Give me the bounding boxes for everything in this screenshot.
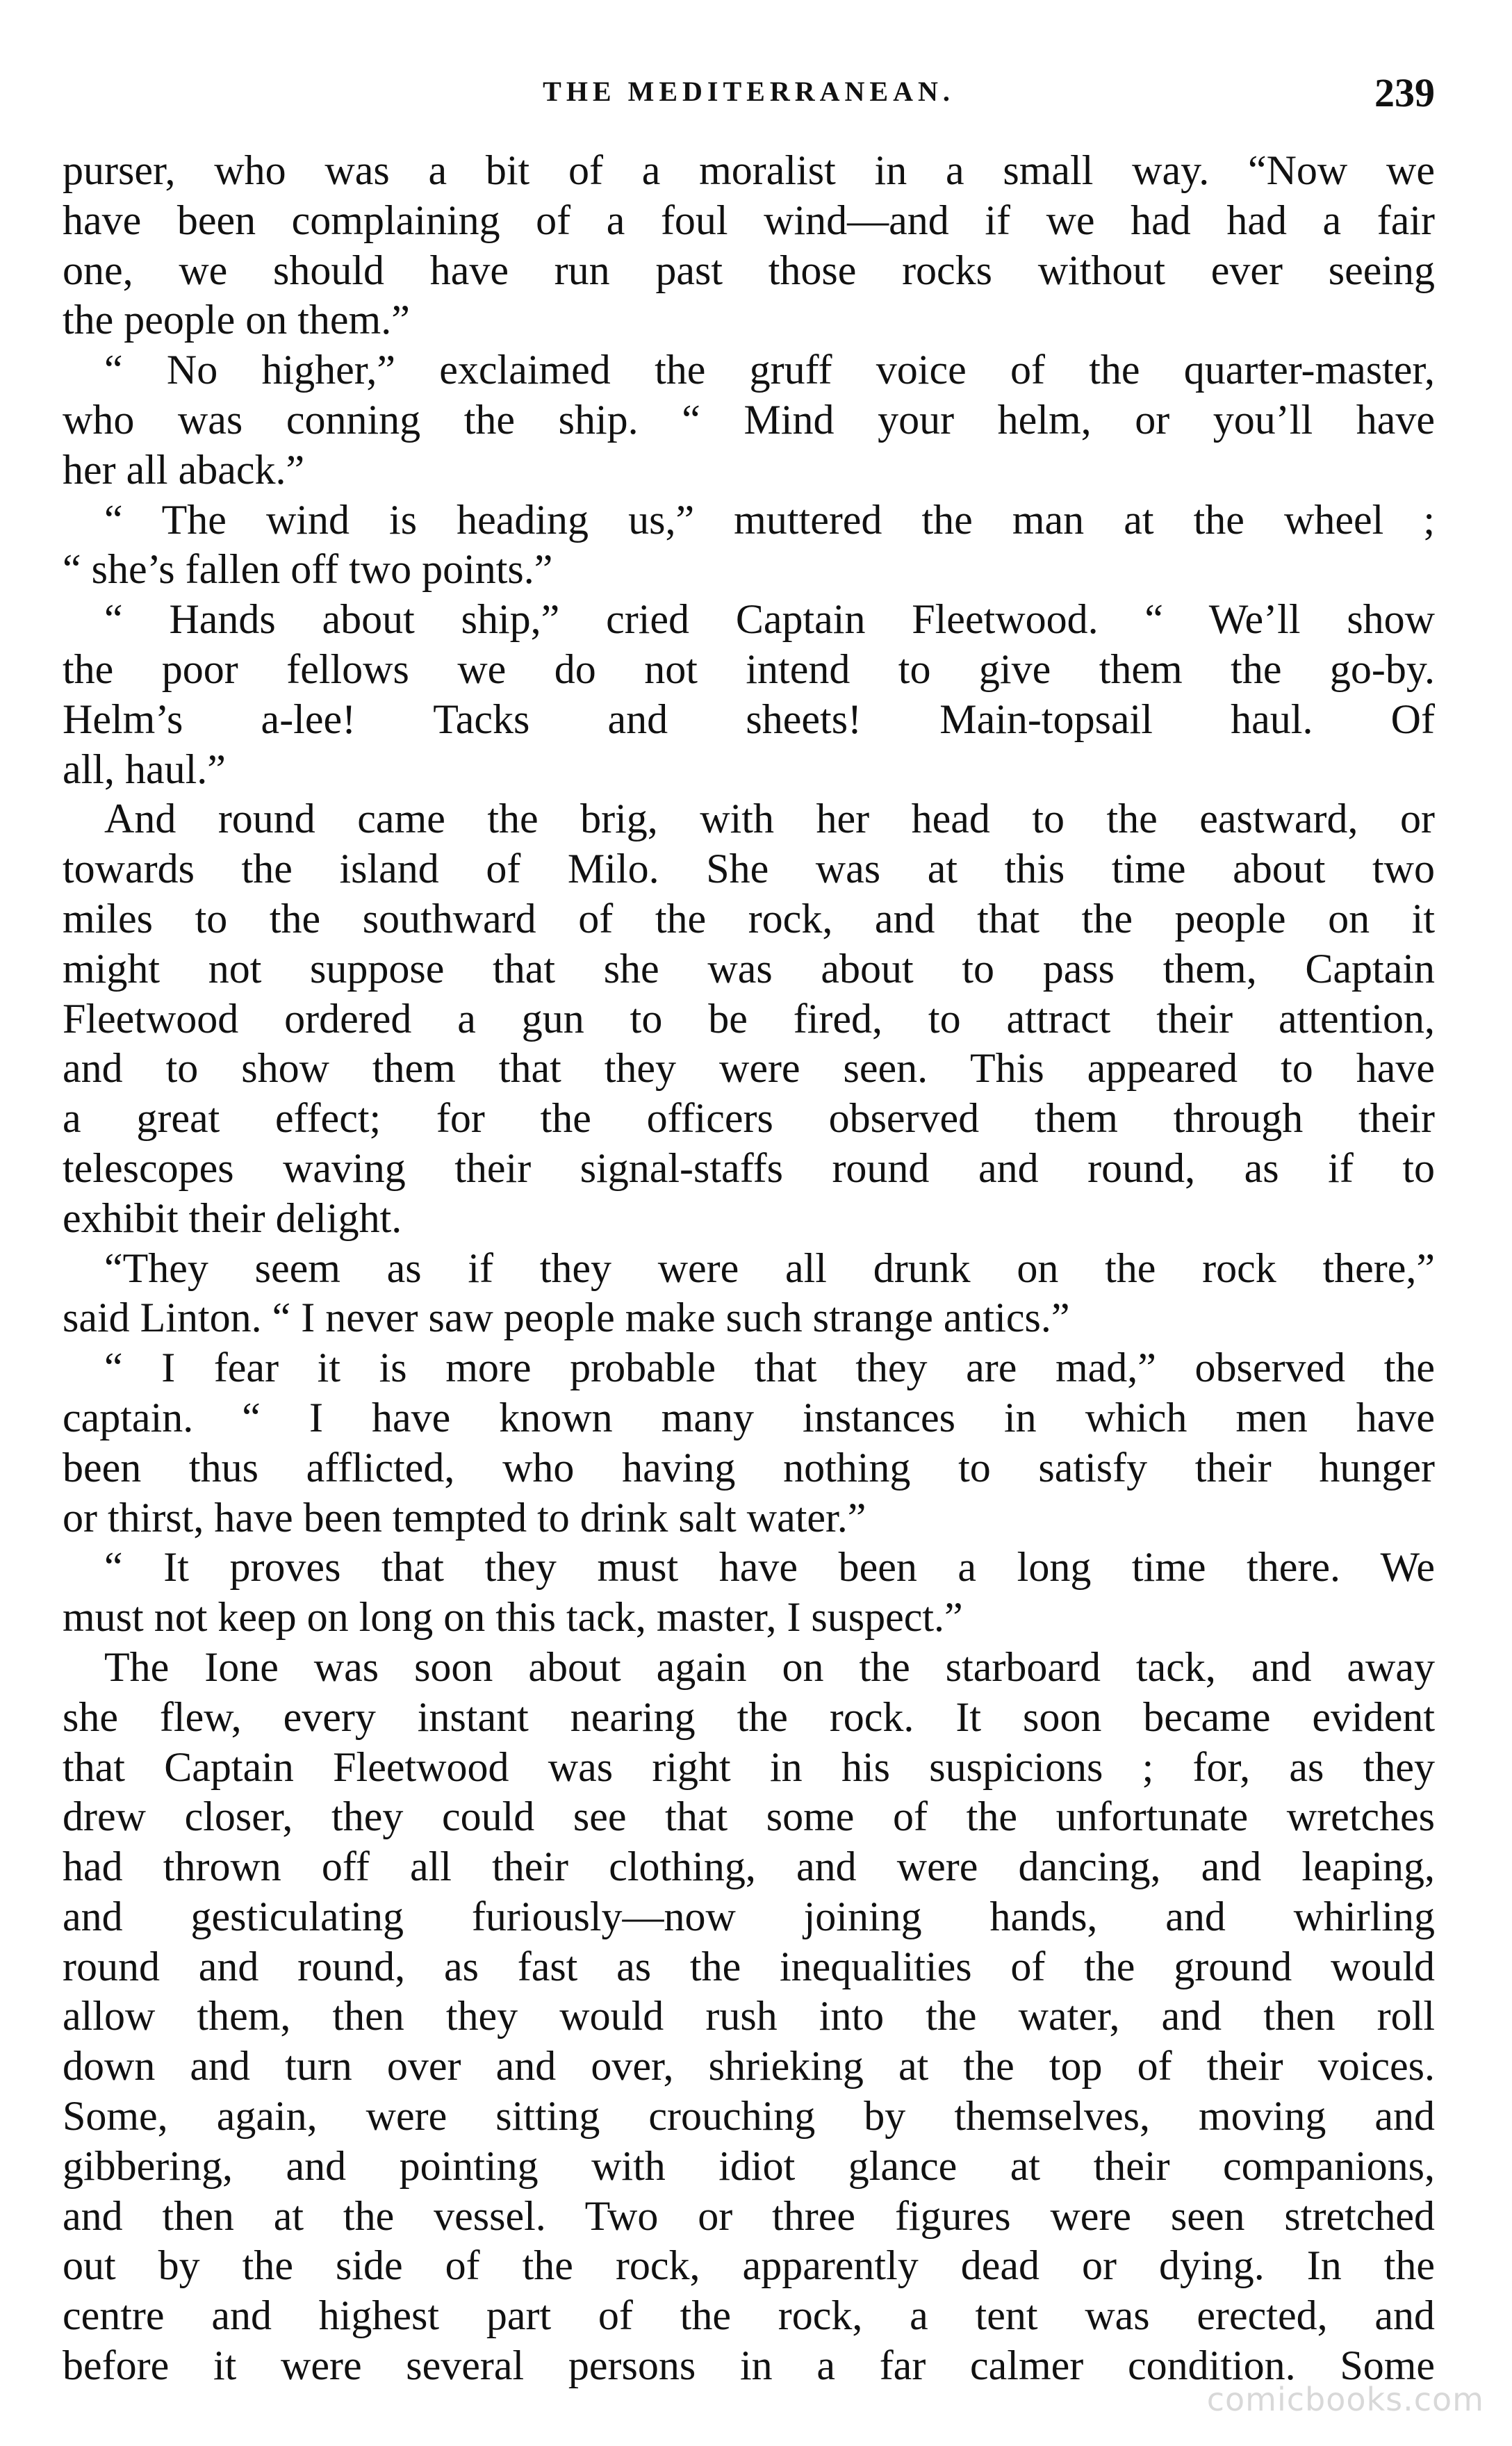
text-line: “ I fear it is more probable that they are mad,” observed the: [104, 1345, 1435, 1391]
text-line: “ No higher,” exclaimed the gruff voice of the quarter-master,: [104, 347, 1435, 393]
text-line: “They seem as if they were all drunk on the rock there,”: [104, 1245, 1435, 1291]
text-line: down and turn over and over, shrieking at the top of their voices.: [63, 2043, 1435, 2090]
text-line: must not keep on long on this tack, master, I suspect.”: [63, 1594, 963, 1641]
text-line: centre and highest part of the rock, a tent was erected, and: [63, 2292, 1435, 2339]
text-line: a great effect; for the officers observed them through their: [63, 1095, 1435, 1142]
text-line: out by the side of the rock, apparently dead or dying. In the: [63, 2242, 1435, 2289]
text-line: might not suppose that she was about to pass them, Captain: [63, 945, 1435, 992]
running-title: THE MEDITERRANEAN.: [543, 76, 955, 107]
text-line: and gesticulating furiously—now joining hands, and whirling: [63, 1893, 1435, 1939]
text-line: “ It proves that they must have been a long time there. We: [104, 1544, 1435, 1591]
text-line: said Linton. “ I never saw people make such strange antics.”: [63, 1295, 1070, 1341]
text-line: the people on them.”: [63, 297, 410, 343]
text-line: The Ione was soon about again on the starboard tack, and away: [104, 1643, 1435, 1690]
text-line: she flew, every instant nearing the rock. It soon became evident: [63, 1693, 1435, 1740]
text-line: or thirst, have been tempted to drink salt water.”: [63, 1494, 866, 1541]
watermark: comicbooks.com: [1206, 2381, 1484, 2418]
text-line: who was conning the ship. “ Mind your helm, or you’ll have: [63, 396, 1435, 443]
text-line: before it were several persons in a far calmer condition. Some: [63, 2342, 1435, 2389]
text-line: her all aback.”: [63, 446, 305, 493]
text-line: that Captain Fleetwood was right in his suspicions ; for, as they: [63, 1743, 1435, 1790]
text-line: and then at the vessel. Two or three figures were seen stretched: [63, 2192, 1435, 2239]
text-line: round and round, as fast as the inequalities of the ground would: [63, 1943, 1435, 1989]
text-line: “ she’s fallen off two points.”: [63, 546, 553, 593]
text-line: towards the island of Milo. She was at this time about two: [63, 846, 1435, 892]
text-line: “ The wind is heading us,” muttered the man at the wheel ;: [104, 496, 1435, 543]
text-line: have been complaining of a foul wind—and if we had had a fair: [63, 197, 1435, 243]
text-line: Some, again, were sitting crouching by themselves, moving and: [63, 2093, 1435, 2140]
text-line: Fleetwood ordered a gun to be fired, to attract their attention,: [63, 995, 1435, 1042]
text-line: drew closer, they could see that some of the unfortunate wretches: [63, 1794, 1435, 1840]
text-line: captain. “ I have known many instances in which men have: [63, 1394, 1435, 1440]
text-line: all, haul.”: [63, 746, 226, 792]
text-line: telescopes waving their signal-staffs round and round, as if to: [63, 1144, 1435, 1191]
text-line: “ Hands about ship,” cried Captain Fleetwood. “ We’ll show: [104, 596, 1435, 643]
text-line: purser, who was a bit of a moralist in a small way. “Now we: [63, 147, 1435, 193]
text-line: gibbering, and pointing with idiot glance at their companions,: [63, 2142, 1435, 2189]
text-line: one, we should have run past those rocks without ever seeing: [63, 247, 1435, 293]
text-line: been thus afflicted, who having nothing to satisfy their hunger: [63, 1444, 1435, 1491]
text-line: and to show them that they were seen. This appeared to have: [63, 1045, 1435, 1092]
text-line: the poor fellows we do not intend to give them the go-by.: [63, 646, 1435, 692]
text-line: And round came the brig, with her head to the eastward, or: [104, 796, 1435, 842]
text-line: had thrown off all their clothing, and were dancing, and leaping,: [63, 1844, 1435, 1890]
text-line: exhibit their delight.: [63, 1195, 402, 1241]
text-line: Helm’s a-lee! Tacks and sheets! Main-topsail haul. Of: [63, 696, 1435, 742]
text-line: miles to the southward of the rock, and that the people on it: [63, 895, 1435, 942]
running-head: [63, 69, 1435, 132]
page-number: 239: [1374, 70, 1435, 115]
text-line: allow them, then they would rush into the water, and then roll: [63, 1993, 1435, 2039]
body-text: [63, 146, 1435, 2391]
